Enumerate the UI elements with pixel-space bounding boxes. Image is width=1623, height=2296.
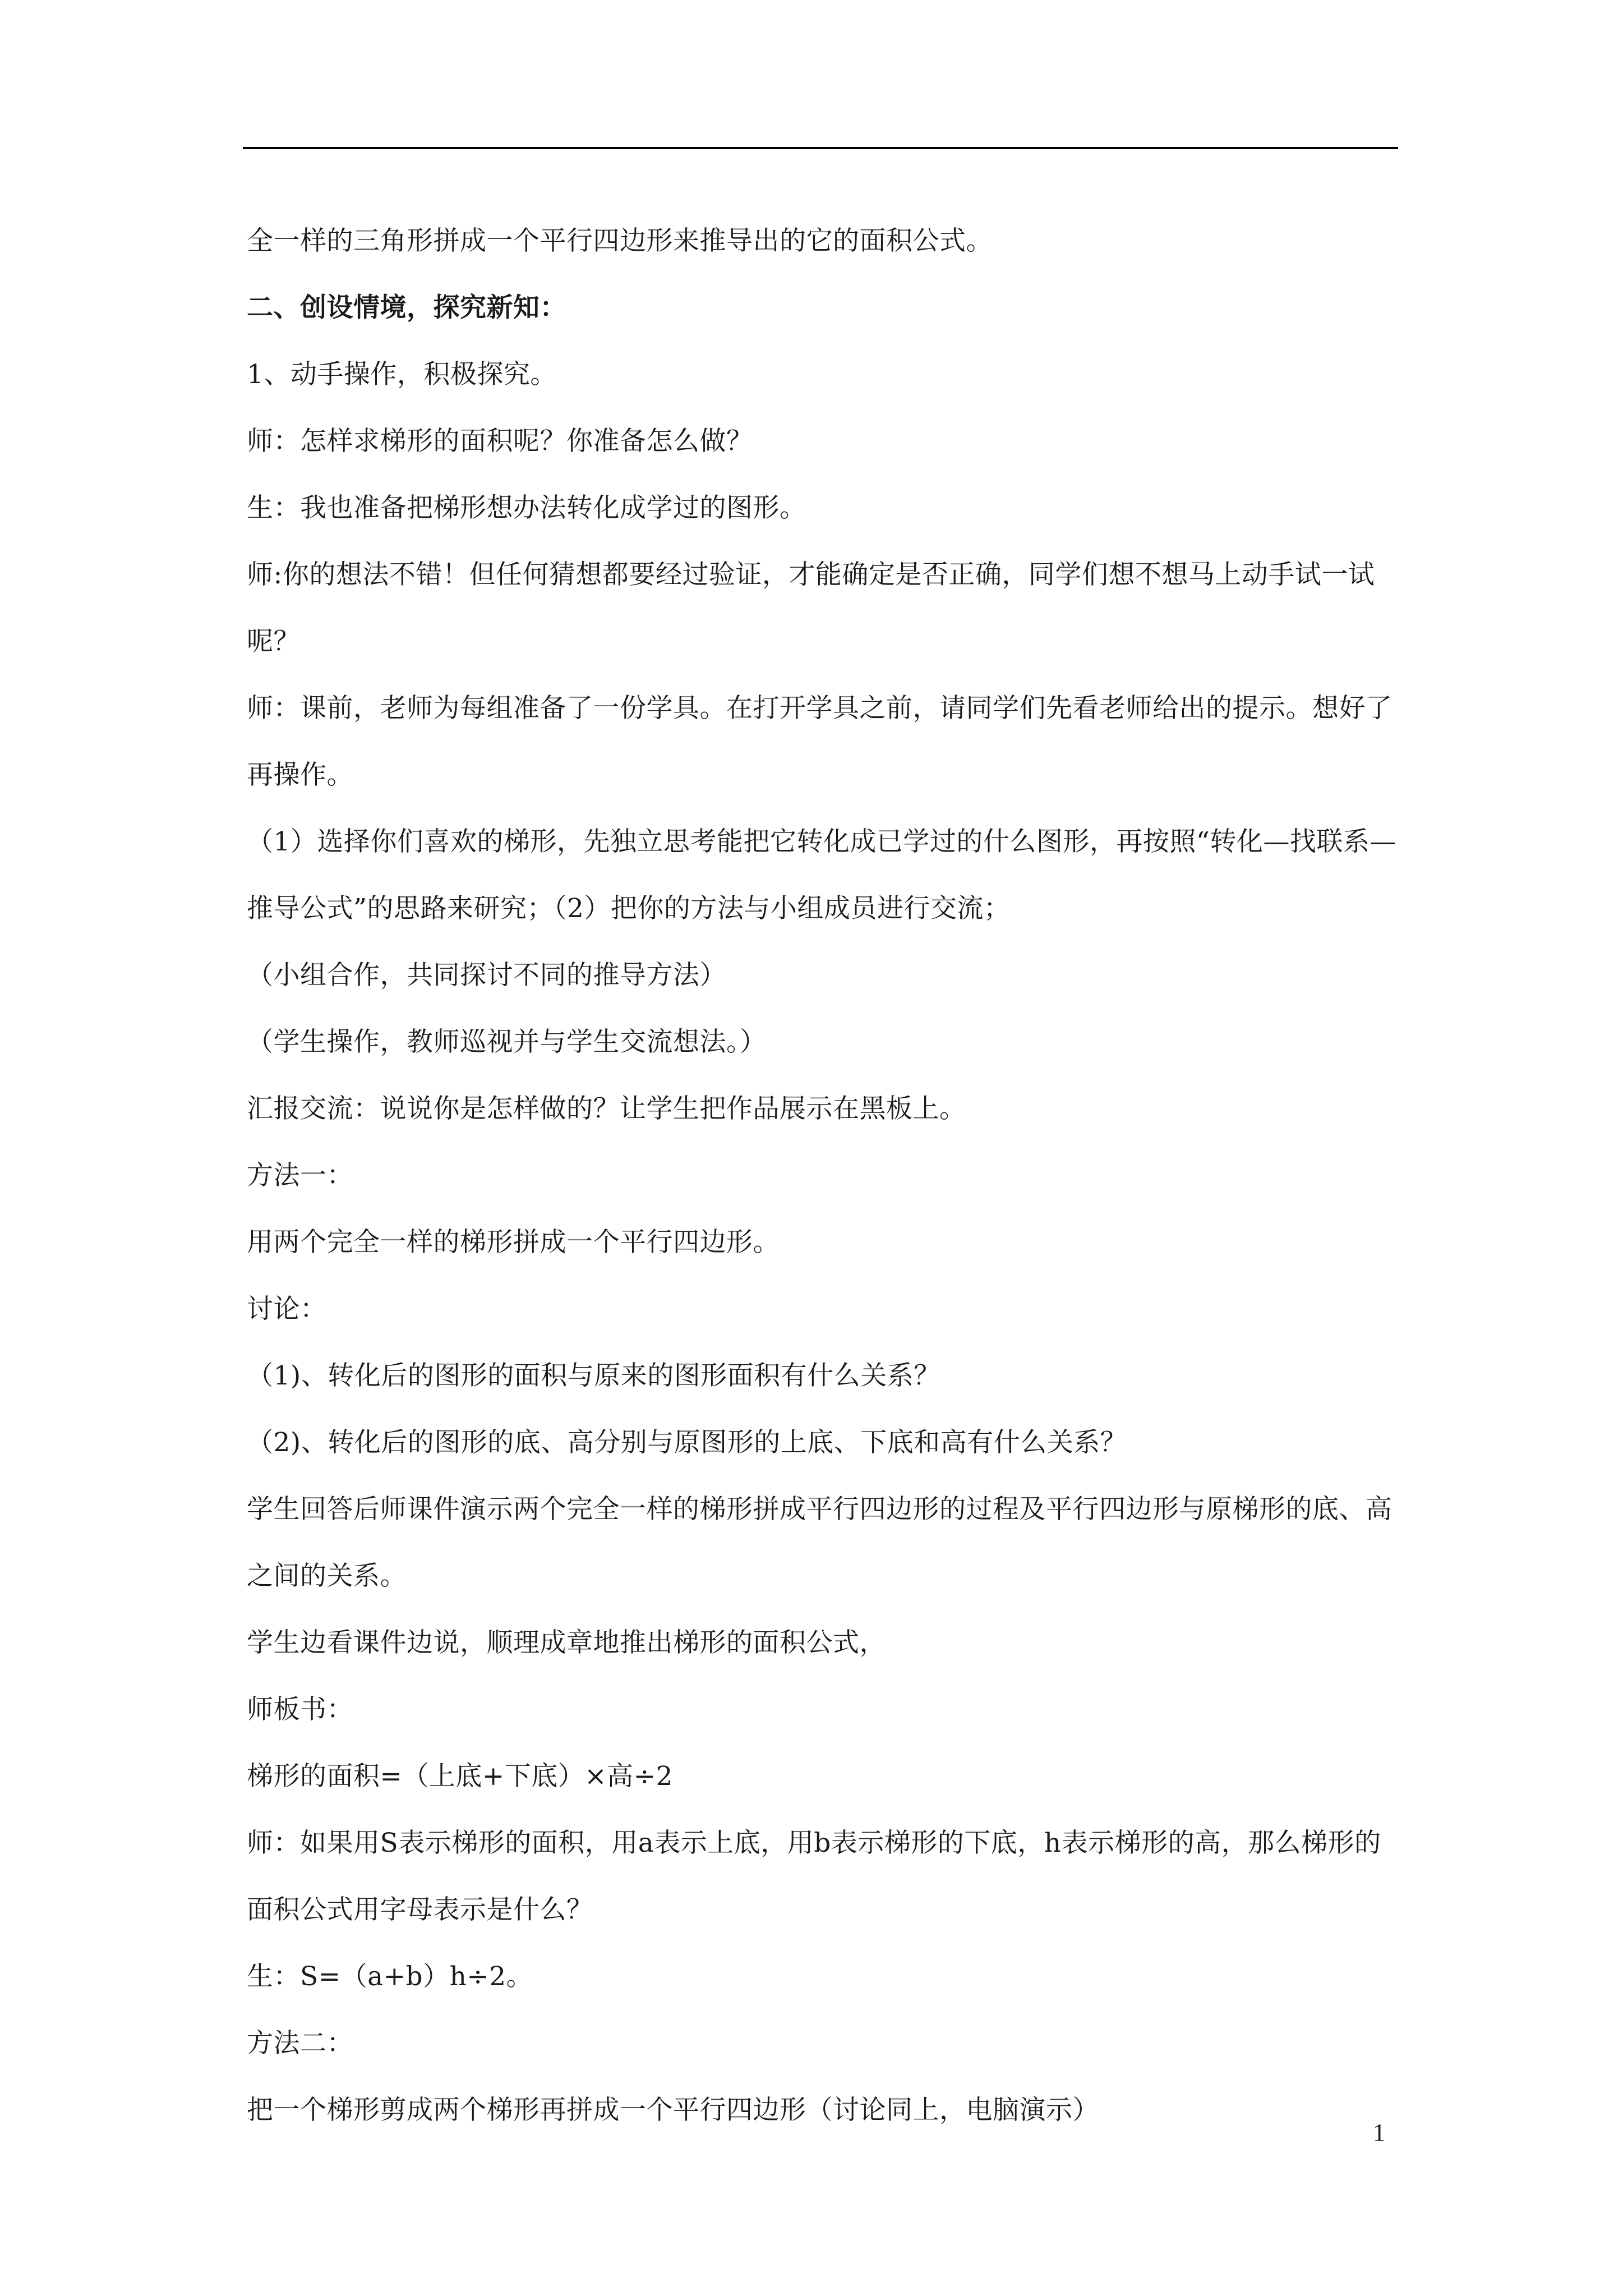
page-number: 1 xyxy=(1373,2119,1385,2146)
document-body xyxy=(247,208,1402,2143)
paragraph: 把一个梯形剪成两个梯形再拼成一个平行四边形（讨论同上，电脑演示） xyxy=(247,2095,1099,2125)
paragraph: 生：我也准备把梯形想办法转化成学过的图形。 xyxy=(247,493,806,523)
paragraph: 师：怎样求梯形的面积呢？你准备怎么做？ xyxy=(247,426,753,457)
paragraph: （1）选择你们喜欢的梯形，先独立思考能把它转化成已学过的什么图形，再按照“转化—找联系—推导公式”的思路来研究；（2）把你的方法与小组成员进行交流； xyxy=(247,826,1396,924)
subsection-heading: 1、动手操作，积极探究。 xyxy=(247,359,557,390)
paragraph: 讨论： xyxy=(247,1294,327,1324)
paragraph: 师板书： xyxy=(247,1694,353,1725)
paragraph: （学生操作，教师巡视并与学生交流想法。） xyxy=(247,1027,767,1057)
section-heading: 二、创设情境，探究新知： xyxy=(247,292,566,323)
formula: 梯形的面积=（上底+下底）×高÷2 xyxy=(247,1761,673,1792)
header-rule xyxy=(243,147,1398,149)
paragraph: （小组合作，共同探讨不同的推导方法） xyxy=(247,960,726,991)
paragraph: 师：课前，老师为每组准备了一份学具。在打开学具之前，请同学们先看老师给出的提示。想好了再操作。 xyxy=(247,693,1393,790)
paragraph: （2)、转化后的图形的底、高分别与原图形的上底、下底和高有什么关系？ xyxy=(247,1427,1127,1458)
paragraph: 用两个完全一样的梯形拼成一个平行四边形。 xyxy=(247,1227,780,1258)
paragraph: 学生回答后师课件演示两个完全一样的梯形拼成平行四边形的过程及平行四边形与原梯形的底、高之间的关系。 xyxy=(247,1494,1393,1591)
paragraph: 学生边看课件边说，顺理成章地推出梯形的面积公式， xyxy=(247,1627,886,1658)
paragraph: 汇报交流：说说你是怎样做的？让学生把作品展示在黑板上。 xyxy=(247,1093,966,1124)
paragraph: （1)、转化后的图形的面积与原来的图形面积有什么关系？ xyxy=(247,1360,940,1391)
method-heading: 方法二： xyxy=(247,2028,353,2059)
paragraph: 师：如果用S表示梯形的面积，用a表示上底，用b表示梯形的下底，h表示梯形的高，那么梯形的面积公式用字母表示是什么？ xyxy=(247,1828,1381,1925)
method-heading: 方法一： xyxy=(247,1160,353,1191)
formula: 生：S=（a+b）h÷2。 xyxy=(247,1961,533,1992)
paragraph: 全一样的三角形拼成一个平行四边形来推导出的它的面积公式。 xyxy=(247,226,993,256)
paragraph: 师:你的想法不错！但任何猜想都要经过验证，才能确定是否正确，同学们想不想马上动手试一试呢？ xyxy=(247,559,1375,657)
